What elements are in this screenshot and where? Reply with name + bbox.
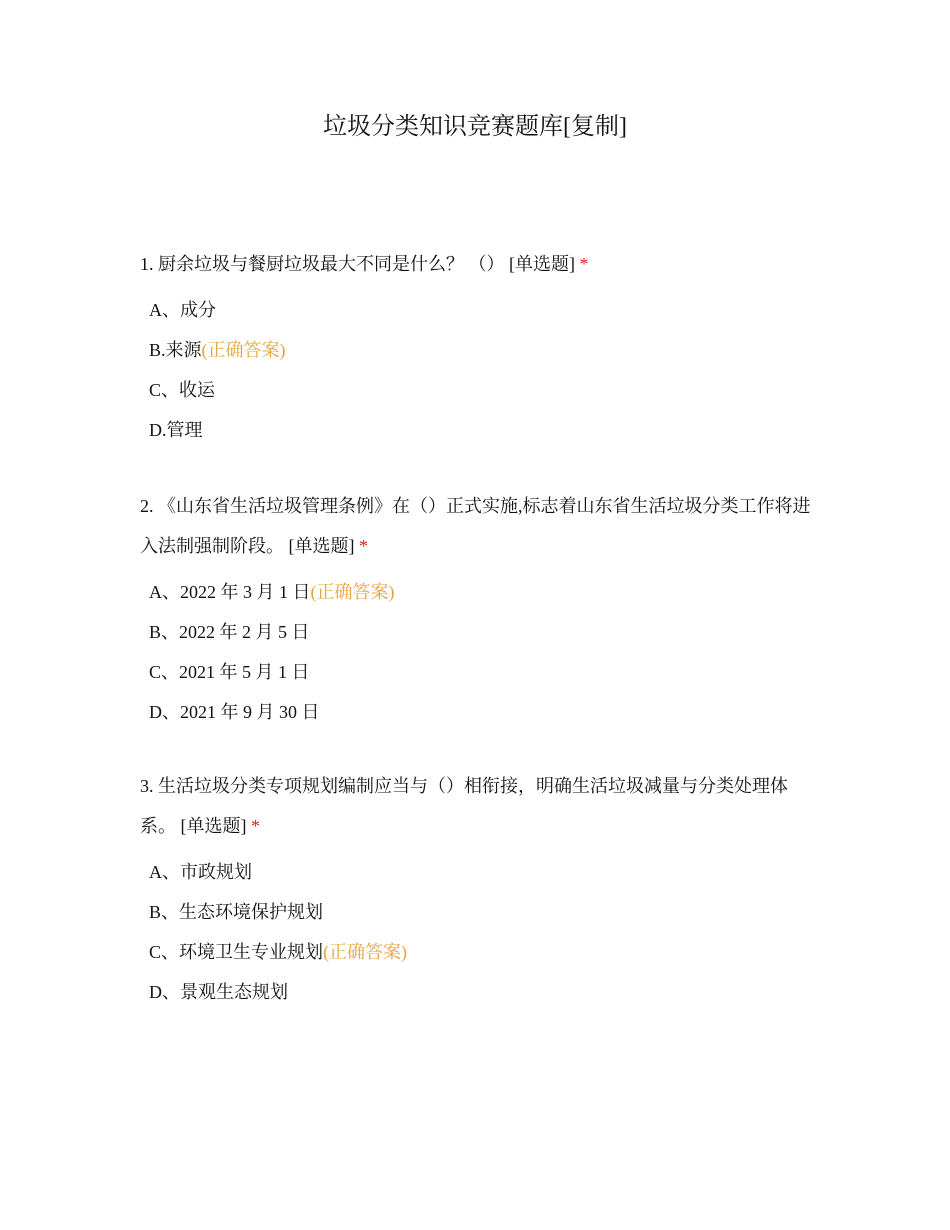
option-c	[149, 652, 820, 692]
option-a	[149, 290, 820, 330]
option-c	[149, 370, 820, 410]
option-text: D.管理	[149, 420, 203, 440]
option-d	[149, 692, 820, 732]
option-b	[149, 612, 820, 652]
correct-answer-label: (正确答案)	[310, 582, 395, 602]
option-d	[149, 410, 820, 450]
question-type: [单选题]	[288, 536, 355, 556]
option-text: D、2021 年 9 月 30 日	[149, 702, 320, 722]
question-number: 3.	[140, 776, 154, 796]
option-a	[149, 572, 820, 612]
required-mark: *	[579, 254, 589, 274]
option-d	[149, 972, 820, 1012]
option-text: C、2021 年 5 月 1 日	[149, 662, 310, 682]
option-text: B.来源	[149, 340, 202, 360]
option-c	[149, 932, 820, 972]
option-text: B、生态环境保护规划	[149, 902, 324, 922]
required-mark: *	[359, 536, 368, 556]
option-text: A、成分	[149, 300, 216, 320]
question-stem: 生活垃圾分类专项规划编制应当与（）相衔接，明确生活垃圾减量与分类处理体系。	[140, 776, 788, 836]
question-1	[140, 244, 820, 450]
question-type: [单选题]	[509, 254, 575, 274]
question-2	[140, 486, 820, 732]
option-b	[149, 892, 820, 932]
option-a	[149, 852, 820, 892]
option-b	[149, 330, 820, 370]
required-mark: *	[251, 816, 260, 836]
question-text	[140, 486, 820, 566]
question-stem: 厨余垃圾与餐厨垃圾最大不同是什么？ （）	[158, 254, 505, 274]
question-3	[140, 766, 820, 1012]
page-title: 垃圾分类知识竞赛题库[复制]	[323, 114, 627, 140]
option-text: D、景观生态规划	[149, 982, 288, 1002]
option-text: A、市政规划	[149, 862, 252, 882]
question-stem: 《山东省生活垃圾管理条例》在（）正式实施,标志着山东省生活垃圾分类工作将进入法制强制阶段。	[140, 496, 811, 556]
correct-answer-label: (正确答案)	[323, 942, 408, 962]
question-number: 2.	[140, 496, 154, 516]
option-text: A、2022 年 3 月 1 日	[149, 582, 311, 602]
question-text	[140, 244, 820, 284]
option-text: C、收运	[149, 380, 216, 400]
question-text	[140, 766, 820, 846]
correct-answer-label: (正确答案)	[201, 340, 286, 360]
option-text: B、2022 年 2 月 5 日	[149, 622, 310, 642]
question-number: 1.	[140, 254, 154, 274]
option-text: C、环境卫生专业规划	[149, 942, 324, 962]
question-type: [单选题]	[180, 816, 247, 836]
